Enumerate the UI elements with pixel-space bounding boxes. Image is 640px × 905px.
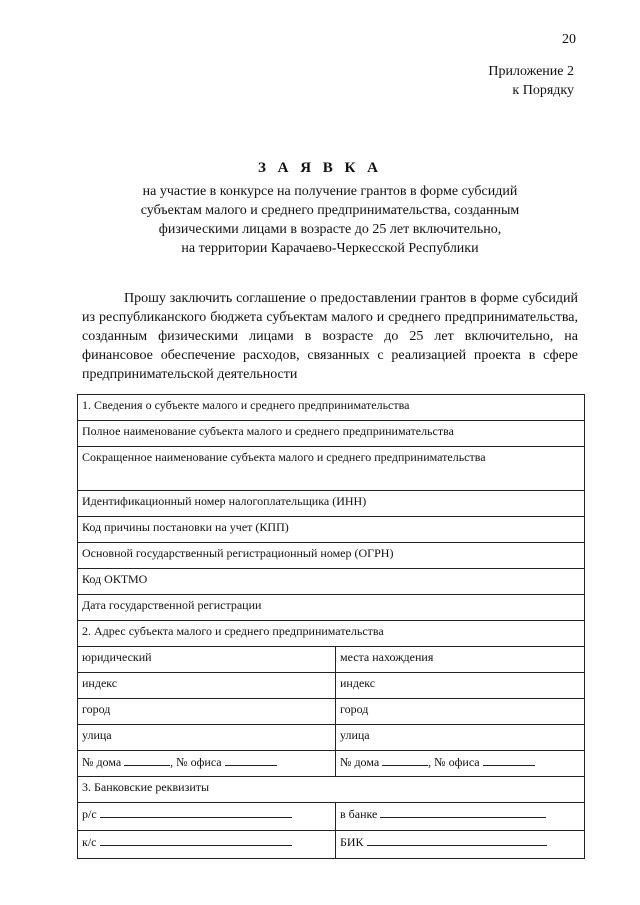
registration-date-field[interactable]: Дата государственной регистрации — [78, 595, 585, 621]
house-label: № дома — [340, 755, 380, 769]
oktmo-field[interactable]: Код ОКТМО — [78, 569, 585, 595]
office-blank[interactable] — [225, 754, 277, 766]
house-blank[interactable] — [382, 754, 428, 766]
account-field[interactable]: р/с — [78, 803, 336, 831]
bik-field[interactable]: БИК — [336, 831, 585, 859]
document-subtitle — [80, 182, 580, 258]
short-name-field[interactable]: Сокращенное наименование субъекта малого и среднего предпринимательства — [78, 447, 585, 491]
page-number: 20 — [562, 32, 576, 47]
section-2-heading: 2. Адрес субъекта малого и среднего предпринимательства — [78, 621, 585, 647]
subtitle-line: на участие в конкурсе на получение грантов в форме субсидий — [142, 184, 518, 199]
subtitle-line: субъектам малого и среднего предпринимательства, созданным — [140, 203, 520, 218]
account-blank[interactable] — [100, 806, 292, 818]
office-blank[interactable] — [483, 754, 535, 766]
subtitle-line: физическими лицами в возрасте до 25 лет включительно, — [158, 222, 502, 237]
legal-house-office-field[interactable] — [78, 751, 336, 777]
correspondent-account-field[interactable]: к/с — [78, 831, 336, 859]
location-address-header: места нахождения — [336, 647, 585, 673]
location-city-field[interactable]: город — [336, 699, 585, 725]
appendix-reference — [488, 62, 574, 100]
bik-blank[interactable] — [367, 834, 547, 846]
office-label: , № офиса — [170, 755, 222, 769]
office-label: , № офиса — [428, 755, 480, 769]
section-3-heading: 3. Банковские реквизиты — [78, 777, 585, 803]
kpp-field[interactable]: Код причины постановки на учет (КПП) — [78, 517, 585, 543]
location-street-field[interactable]: улица — [336, 725, 585, 751]
application-form-table — [77, 394, 585, 859]
bank-blank[interactable] — [380, 806, 546, 818]
subtitle-line: на территории Карачаево-Черкесской Республики — [181, 241, 479, 256]
ogrn-field[interactable]: Основной государственный регистрационный номер (ОГРН) — [78, 543, 585, 569]
legal-index-field[interactable]: индекс — [78, 673, 336, 699]
appendix-line-1: Приложение 2 — [488, 64, 574, 79]
house-label: № дома — [82, 755, 122, 769]
legal-street-field[interactable]: улица — [78, 725, 336, 751]
correspondent-account-blank[interactable] — [100, 834, 292, 846]
legal-address-header: юридический — [78, 647, 336, 673]
full-name-field[interactable]: Полное наименование субъекта малого и среднего предпринимательства — [78, 421, 585, 447]
inn-field[interactable]: Идентификационный номер налогоплательщика (ИНН) — [78, 491, 585, 517]
legal-city-field[interactable]: город — [78, 699, 336, 725]
bank-field[interactable]: в банке — [336, 803, 585, 831]
request-paragraph: Прошу заключить соглашение о предоставлении грантов в форме субсидий из республиканского бюджета субъектам малого и среднего предпринимательства, созданным физическими лицами в возрасте до 25 лет включительно, на финансовое обеспечение расходов, связанных с реализацией проекта в сфере предпринимательской деятельности — [82, 291, 578, 382]
section-1-heading: 1. Сведения о субъекте малого и среднего предпринимательства — [78, 395, 585, 421]
location-house-office-field[interactable] — [336, 751, 585, 777]
appendix-line-2: к Порядку — [512, 83, 574, 98]
house-blank[interactable] — [124, 754, 170, 766]
document-title: З А Я В К А — [257, 160, 383, 176]
location-index-field[interactable]: индекс — [336, 673, 585, 699]
